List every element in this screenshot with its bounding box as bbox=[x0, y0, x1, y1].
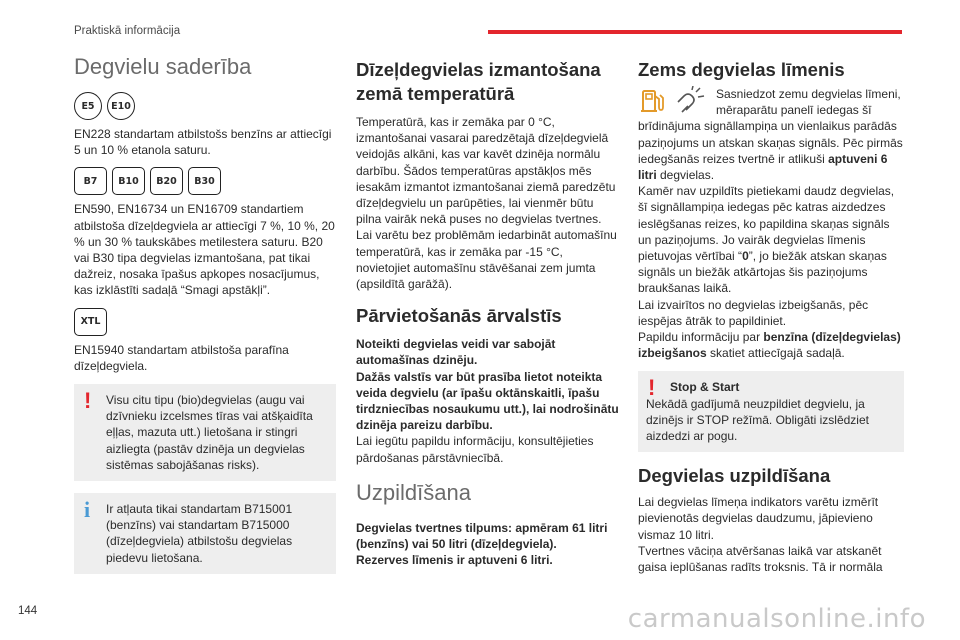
info-note-text: Ir atļauta tikai standartam B715001 (benzīns) vai standartam B715000 (dīzeļdegviela) atbilstošu degvielas piedevu lietošana. bbox=[106, 502, 293, 565]
info-note bbox=[74, 493, 336, 574]
low-fuel-text-4b: benzīna (dīzeļdegvielas) izbeigšanos bbox=[638, 330, 901, 361]
section-header: Praktiskā informācija bbox=[74, 25, 181, 37]
low-fuel-text-1c: degvielas. bbox=[656, 168, 715, 183]
diesel-low-temp-text: Temperatūrā, kas ir zemāka par 0 °C, izmantošanai vasarai paredzētajā dīzeļdegvielā veidojās alkāni, kas var kavēt dzinēja normālu darbību. Šādos temperatūras apstākļos mēs iesakām izmantot izmantošanai ziemā paredzētu dīzeļdegvielu un parūpēties, lai vienmēr būtu pilna vairāk nekā puses no degvielas tvertnes. Lai varētu bez problēmām iedarbināt automašīnu temperatūrā, kas ir zemāka par -15 °C, novietojiet automašīnu stāvēšanai zem jumta (apsildītā garāžā). bbox=[356, 115, 617, 292]
low-fuel-text-4c: skatiet attiecīgajā sadaļā. bbox=[706, 346, 845, 361]
warning-exclamation-icon: ! bbox=[84, 388, 92, 414]
b30-badge-icon: B30 bbox=[188, 167, 221, 195]
travel-info-text: Lai iegūtu papildu informāciju, konsultējieties pārdošanas pārstāvniecībā. bbox=[356, 434, 594, 465]
warning-exclamation-icon: ! bbox=[648, 375, 656, 401]
warning-note-text: Visu citu tipu (bio)degvielas (augu vai dzīvnieku izcelsmes tīras vai atšķaidīta eļļas, mazuta utt.) lietošana ir stingri aizliegta (pastāv dzinēja un degvielas sistēmas sabojāšanas risks). bbox=[106, 393, 313, 472]
low-fuel-icons bbox=[638, 86, 712, 118]
petrol-standard-text: EN228 standartam atbilstošs benzīns ar attiecīgi 5 un 10 % etanola saturu. bbox=[74, 127, 332, 158]
low-fuel-text-4a: Papildu informāciju par bbox=[638, 330, 764, 345]
tank-capacity-text: Degvielas tvertnes tilpums: apmēram 61 litri (benzīns) vai 50 litri (dīzeļdegviela). bbox=[356, 520, 608, 552]
column-low-fuel bbox=[638, 58, 904, 575]
column-diesel-low-temp bbox=[356, 58, 620, 568]
low-fuel-text-2c: ”, jo biežāk atskan skaņas signāls un biežāk atkārtojas šis paziņojums braukšanas laikā. bbox=[638, 249, 887, 296]
refuelling-text-1: Lai degvielas līmeņa indikators varētu izmērīt pievienotās degvielas daudzumu, jāpievieno vismaz 10 litri. bbox=[638, 495, 879, 542]
stop-start-title: Stop & Start bbox=[670, 380, 740, 395]
ethanol-badges bbox=[74, 92, 336, 120]
section-title-refuelling: Uzpildīšana bbox=[356, 479, 471, 505]
xtl-badge-icon: XTL bbox=[74, 308, 107, 336]
low-fuel-text-2a: Kamēr nav uzpildīts pietiekami daudz degvielas, šī signāllampiņa iedegas pēc katras aizdedzes ieslēgšanas reizes, ko papildina skaņas signāls un paziņojums. Jo vairāk degvielas līmenis pietuvojas vērtībai “ bbox=[638, 184, 895, 264]
refuelling-text-2: Tvertnes vāciņa atvēršanas laikā var atskanēt gaisa ieplūšanas radīts troksnis. Tā ir normāla bbox=[638, 543, 883, 575]
section-title-diesel-low-temp: Dīzeļdegvielas izmantošana zemā temperatūrā bbox=[356, 59, 601, 104]
low-fuel-text-1a: Sasniedzot zemu degvielas līmeni, mēraparātu panelī iedegas šī brīdinājuma signāllampiņa un vienlaikus parādās paziņojums un atskan skaņas signāls. Pēc pirmās iedegšanās reizes tvertnē ir atlikuši bbox=[638, 87, 903, 166]
low-fuel-text-2b: 0 bbox=[742, 249, 749, 264]
low-fuel-text-1b: aptuveni 6 litri bbox=[638, 151, 888, 183]
section-title-refuelling-procedure: Degvielas uzpildīšana bbox=[638, 465, 831, 487]
diesel-badges bbox=[74, 167, 336, 195]
section-title-travel-abroad: Pārvietošanās ārvalstīs bbox=[356, 305, 562, 327]
low-fuel-text-4 bbox=[638, 329, 904, 361]
sound-alert-icon bbox=[674, 86, 706, 116]
warning-note bbox=[74, 384, 336, 481]
diesel-standard-text: EN590, EN16734 un EN16709 standartiem atbilstoša dīzeļdegviela ar attiecīgi 7 %, 10 %, 20 % un 30 % taukskābes metilestera saturu. B20 vai B30 tipa degvielas izmantošana, pat tikai dažreiz, nosaka īpašus apkopes nosacījumus, kas izklāstīti sadaļā “Smagi apstākļi”. bbox=[74, 202, 335, 298]
travel-warning-bold-2: Dažās valstīs var būt prasība lietot noteikta veida degvielu (ar īpašu oktānskaitli, īpašu tirdzniecības nosaukumu utt.), lai nodrošinātu dzinēja pareizu darbību. bbox=[356, 369, 619, 433]
paraffin-badges bbox=[74, 308, 336, 336]
b10-badge-icon: B10 bbox=[112, 167, 145, 195]
low-fuel-text-3: Lai izvairītos no degvielas izbeigšanās, pēc iespējas ātrāk to papildiniet. bbox=[638, 297, 869, 328]
b20-badge-icon: B20 bbox=[150, 167, 183, 195]
page-number: 144 bbox=[18, 605, 38, 617]
watermark: carmanualsonline.info bbox=[627, 604, 926, 634]
e5-badge-icon: E5 bbox=[74, 92, 102, 120]
section-title-low-fuel: Zems degvielas līmenis bbox=[638, 59, 845, 80]
stop-start-text: Nekādā gadījumā neuzpildiet degvielu, ja dzinējs ir STOP režīmā. Obligāti izslēdziet aizdedzi ar pogu. bbox=[646, 396, 869, 444]
column-fuel-compatibility bbox=[74, 52, 336, 574]
fuel-pump-warning-icon bbox=[638, 86, 668, 116]
travel-warning-bold-1: Noteikti degvielas veidi var sabojāt automašīnas dzinēju. bbox=[356, 337, 556, 368]
e10-badge-icon: E10 bbox=[107, 92, 135, 120]
stop-start-warning-note bbox=[638, 371, 904, 452]
b7-badge-icon: B7 bbox=[74, 167, 107, 195]
paraffin-standard-text: EN15940 standartam atbilstoša parafīna dīzeļdegviela. bbox=[74, 342, 289, 373]
low-fuel-text-2 bbox=[638, 183, 904, 296]
header-accent-bar bbox=[488, 30, 902, 34]
section-title-fuel-compatibility: Degvielu saderība bbox=[74, 54, 252, 79]
low-fuel-block bbox=[638, 86, 904, 183]
reserve-level-text: Rezerves līmenis ir aptuveni 6 litri. bbox=[356, 553, 553, 568]
info-icon: i bbox=[84, 497, 91, 523]
